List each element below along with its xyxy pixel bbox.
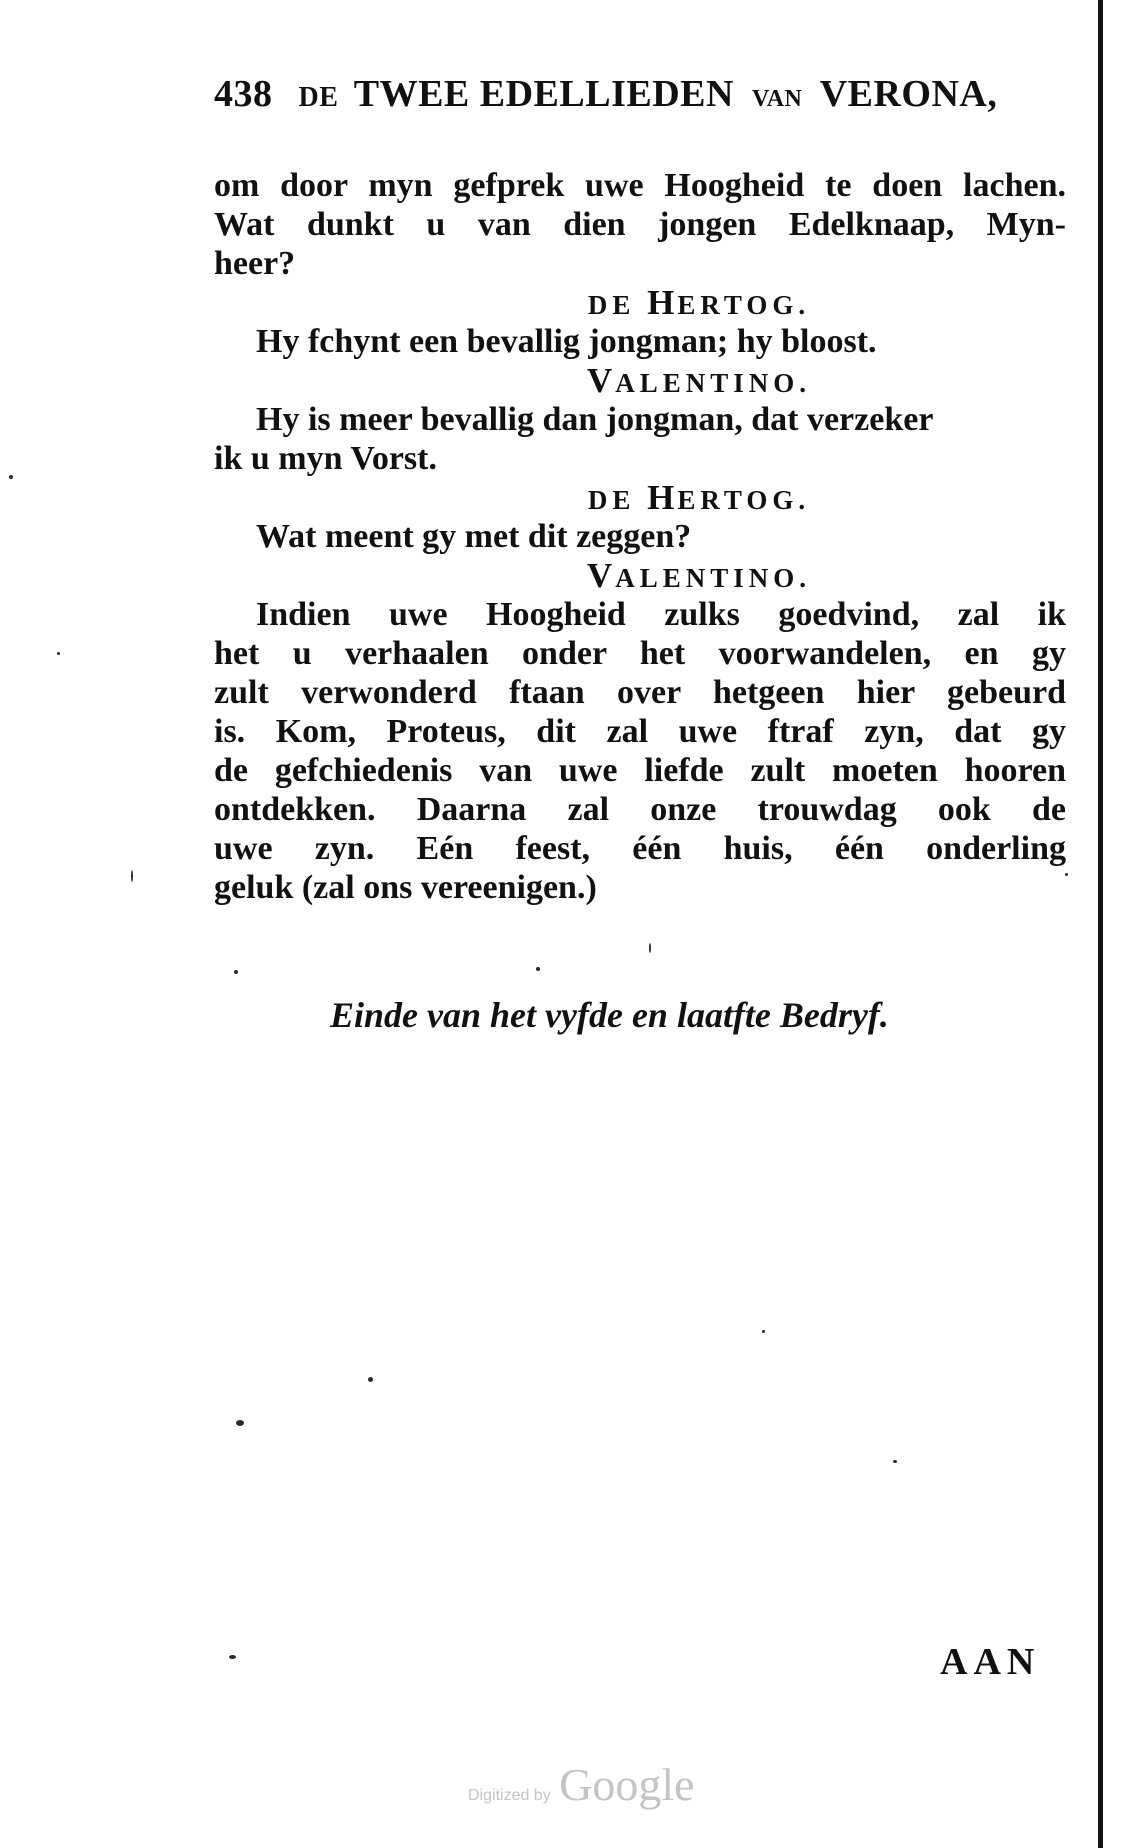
text-line: heer? xyxy=(214,245,296,282)
speaker-prefix: DE xyxy=(587,485,636,515)
speaker-name: ERTOG. xyxy=(677,485,811,515)
text-line: Wat dunkt u van dien jongen Edelknaap, Myn- xyxy=(214,206,1066,243)
scan-speck xyxy=(229,1655,236,1659)
text-line: Wat meent gy met dit zeggen? xyxy=(256,518,692,555)
scan-speck xyxy=(9,475,13,479)
scan-speck xyxy=(893,1460,897,1463)
speaker-heading xyxy=(214,283,1066,322)
speaker-prefix: DE xyxy=(587,290,636,320)
text-line: het u verhaalen onder het voorwandelen, en gy xyxy=(214,635,1066,672)
speaker-name: ERTOG. xyxy=(677,290,811,320)
text-line: ik u myn Vorst. xyxy=(214,440,437,477)
scan-speck xyxy=(234,970,238,974)
speaker-initial: V xyxy=(586,361,616,400)
text-line: Hy fchynt een bevallig jongman; hy bloost. xyxy=(256,323,877,360)
speaker-initial: H xyxy=(647,283,678,322)
text-line: Hy is meer bevallig dan jongman, dat verzeker xyxy=(256,401,934,438)
digitization-watermark xyxy=(468,1758,695,1811)
scan-speck xyxy=(762,1330,765,1333)
speaker-name: ALENTINO. xyxy=(615,563,812,593)
header-article: DE xyxy=(298,82,339,113)
running-header xyxy=(214,72,1054,122)
text-line: de gefchiedenis van uwe liefde zult moeten hooren xyxy=(214,752,1066,789)
header-place: VERONA, xyxy=(819,73,998,115)
speaker-heading xyxy=(214,556,1066,595)
speaker-name: ALENTINO. xyxy=(615,368,812,398)
speaker-heading xyxy=(214,361,1066,400)
scan-speck xyxy=(1065,873,1068,876)
text-line: geluk (zal ons vereenigen.) xyxy=(214,869,597,906)
header-preposition: VAN xyxy=(751,86,803,112)
header-title: TWEE EDELLIEDEN xyxy=(353,73,734,115)
text-line: om door myn gefprek uwe Hoogheid te doen lachen. xyxy=(214,167,1066,204)
scan-speck xyxy=(536,967,540,971)
speaker-initial: H xyxy=(647,478,678,517)
text-line: is. Kom, Proteus, dit zal uwe ftraf zyn, dat gy xyxy=(214,713,1066,750)
text-line: ontdekken. Daarna zal onze trouwdag ook de xyxy=(214,791,1066,828)
speaker-initial: V xyxy=(586,556,616,595)
watermark-brand: Google xyxy=(559,1759,695,1810)
text-line: zult verwonderd ftaan over hetgeen hier gebeurd xyxy=(214,674,1066,711)
watermark-prefix: Digitized by xyxy=(468,1787,551,1804)
text-line: uwe zyn. Eén feest, één huis, één onderling xyxy=(214,830,1066,867)
play-text xyxy=(214,166,1066,907)
scan-speck xyxy=(131,870,133,882)
catchword: AAN xyxy=(940,1641,1041,1683)
scan-speck xyxy=(368,1377,373,1382)
page-number: 438 xyxy=(214,73,273,115)
scan-speck xyxy=(57,652,60,655)
speaker-heading xyxy=(214,478,1066,517)
text-line: Indien uwe Hoogheid zulks goedvind, zal ik xyxy=(256,596,1066,633)
scan-speck xyxy=(236,1420,244,1426)
act-end-note: Einde van het vyfde en laatfte Bedryf. xyxy=(330,995,889,1035)
scan-speck xyxy=(649,943,651,953)
page-edge-rule xyxy=(1098,0,1103,1848)
